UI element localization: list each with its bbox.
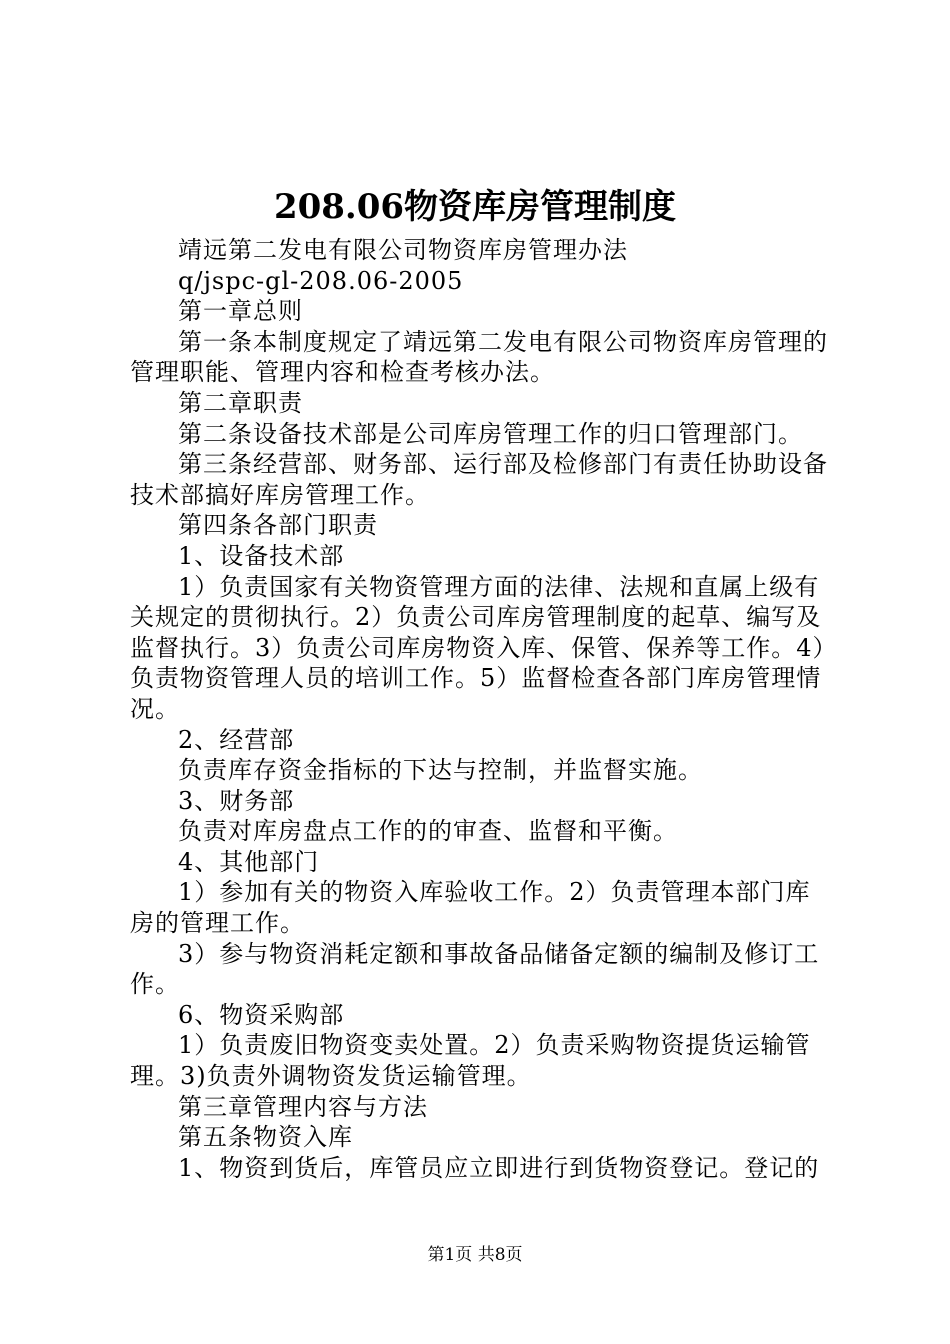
chapter-heading: 第三章管理内容与方法 [178, 1092, 428, 1121]
paragraph: 第三条经营部、财务部、运行部及检修部门有责任协助设备技术部搞好库房管理工作。 [130, 450, 828, 509]
section-heading: 3、财务部 [178, 786, 295, 815]
section-heading: 2、经营部 [178, 725, 295, 754]
paragraph: 1）负责废旧物资变卖处置。2）负责采购物资提货运输管理。3)负责外调物资发货运输管理。 [130, 1031, 811, 1091]
paragraph: 第一条本制度规定了靖远第二发电有限公司物资库房管理的管理职能、管理内容和检查考核办法。 [130, 327, 828, 387]
section-heading: 1、设备技术部 [178, 541, 345, 570]
paragraph: 第二条设备技术部是公司库房管理工作的归口管理部门。 [178, 419, 803, 448]
paragraph: 负责对库房盘点工作的的审查、监督和平衡。 [178, 817, 678, 846]
paragraph: 3）参与物资消耗定额和事故备品储备定额的编制及修订工作。 [130, 939, 820, 999]
paragraph-subtitle: 靖远第二发电有限公司物资库房管理办法 [178, 236, 628, 264]
page-footer: 第1页 共8页 [427, 1245, 523, 1265]
chapter-heading: 第一章总则 [178, 297, 303, 326]
paragraph: 1）负责国家有关物资管理方面的法律、法规和直属上级有关规定的贯彻执行。2）负责公司库房管理制度的起草、编写及监督执行。3）负责公司库房物资入库、保管、保养等工作。4）负责物资管理人员的培训工作。5）监督检查各部门库房管理情况。 [130, 572, 826, 723]
paragraph: 负责库存资金指标的下达与控制，并监督实施。 [178, 756, 703, 785]
document-title: 208.06物资库房管理制度 [273, 187, 677, 227]
paragraph-doc-code: q/jspc-gl-208.06-2005 [178, 266, 464, 295]
section-heading: 4、其他部门 [178, 847, 320, 876]
document-body [130, 235, 830, 1183]
paragraph: 1）参加有关的物资入库验收工作。2）负责管理本部门库房的管理工作。 [130, 878, 811, 938]
paragraph: 1、物资到货后，库管员应立即进行到货物资登记。登记的 [178, 1153, 820, 1182]
paragraph: 第四条各部门职责 [178, 511, 378, 540]
paragraph: 第五条物资入库 [178, 1123, 353, 1152]
chapter-heading: 第二章职责 [178, 388, 303, 417]
section-heading: 6、物资采购部 [178, 1000, 345, 1029]
